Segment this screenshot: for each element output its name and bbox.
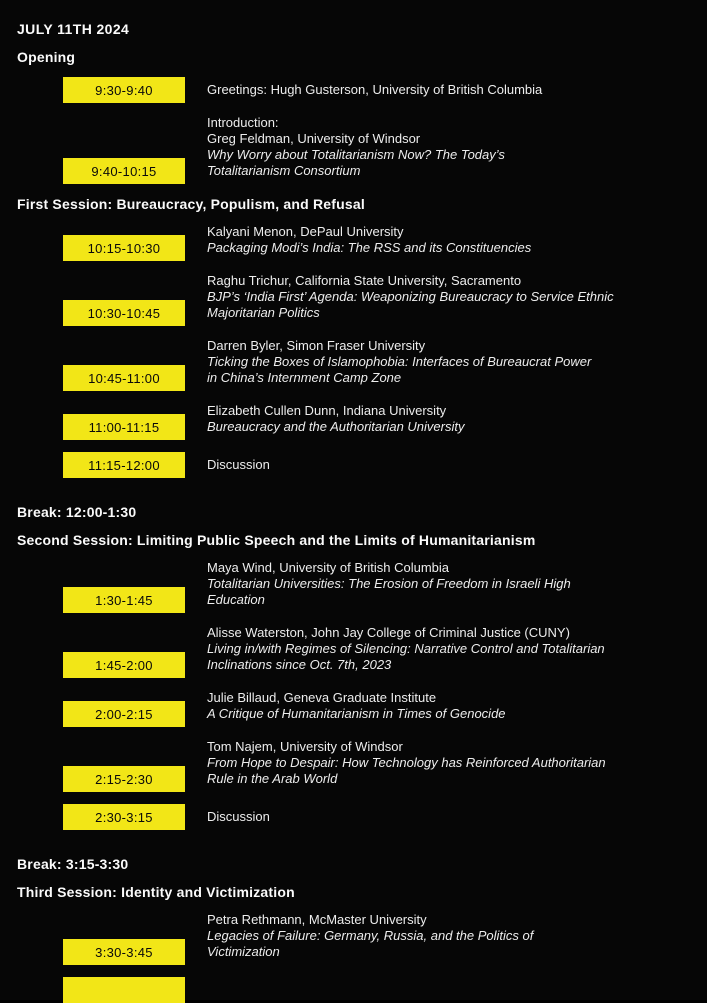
speaker-line: Greg Feldman, University of Windsor [207,131,421,146]
time-slot: 1:30-1:45 [63,587,185,613]
time-slot: 2:15-2:30 [63,766,185,792]
speaker-line: Elizabeth Cullen Dunn, Indiana University [207,403,447,418]
time-slot: 3:30-3:45 [63,939,185,965]
speaker-line: Raghu Trichur, California State University, Sacramento [207,273,522,288]
time-slot: 1:45-2:00 [63,652,185,678]
time-slot: 11:15-12:00 [63,452,185,478]
talk-title-line: BJP’s ‘India First’ Agenda: Weaponizing Bureaucracy to Service Ethnic [207,289,614,304]
speaker-line: Alisse Waterston, John Jay College of Criminal Justice (CUNY) [207,625,570,640]
speaker-line: Petra Rethmann, McMaster University [207,912,427,927]
schedule-row [63,273,690,326]
talk-title-line: Packaging Modi’s India: The RSS and its Constituencies [207,240,532,255]
talk-title-line: From Hope to Despair: How Technology has Reinforced Authoritarian [207,755,606,770]
session-description [207,338,591,391]
session-description [207,224,531,261]
section-heading-second-session: Second Session: Limiting Public Speech and the Limits of Humanitarianism [17,532,536,548]
talk-title-line: Education [207,592,265,607]
schedule-row [63,912,690,965]
time-slot: 9:40-10:15 [63,158,185,184]
description-line: Discussion [207,457,270,472]
schedule-row [63,739,690,792]
session-description [207,115,505,184]
time-slot: 11:00-11:15 [63,414,185,440]
schedule-row [63,403,690,440]
section-heading-break-afternoon: Break: 3:15-3:30 [17,856,129,872]
talk-title-line: Rule in the Arab World [207,771,338,786]
session-description [207,82,542,103]
session-description [207,809,270,830]
session-description [207,457,270,478]
session-description [207,690,506,727]
section-heading-third-session: Third Session: Identity and Victimization [17,884,295,900]
time-slot: 2:00-2:15 [63,701,185,727]
schedule-row-partial [63,977,690,1003]
section-heading-break-noon: Break: 12:00-1:30 [17,504,137,520]
session-description [207,273,614,326]
speaker-line: Julie Billaud, Geneva Graduate Institute [207,690,437,705]
session-description [207,560,571,613]
time-slot: 2:30-3:15 [63,804,185,830]
schedule-row [63,560,690,613]
session-description [207,912,533,965]
talk-title-line: Legacies of Failure: Germany, Russia, and the Politics of [207,928,534,943]
section-heading-first-session: First Session: Bureaucracy, Populism, and Refusal [17,196,365,212]
speaker-line: Tom Najem, University of Windsor [207,739,403,754]
time-slot-partial [63,977,185,1003]
schedule-row [63,452,690,478]
talk-title-line: Bureaucracy and the Authoritarian University [207,419,465,434]
time-slot: 10:30-10:45 [63,300,185,326]
time-slot: 10:45-11:00 [63,365,185,391]
session-description [207,625,605,678]
time-slot: 10:15-10:30 [63,235,185,261]
date-heading: JULY 11TH 2024 [17,21,130,37]
talk-title-line: Totalitarianism Consortium [207,163,361,178]
talk-title-line: Inclinations since Oct. 7th, 2023 [207,657,392,672]
schedule-row [63,224,690,261]
schedule-row [63,804,690,830]
description-line: Discussion [207,809,270,824]
talk-title-line: in China’s Internment Camp Zone [207,370,402,385]
talk-title-line: Ticking the Boxes of Islamophobia: Interfaces of Bureaucrat Power [207,354,592,369]
talk-title-line: Victimization [207,944,280,959]
schedule-row [63,115,690,184]
schedule-row [63,625,690,678]
speaker-line: Darren Byler, Simon Fraser University [207,338,426,353]
speaker-line: Kalyani Menon, DePaul University [207,224,404,239]
talk-title-line: Living in/with Regimes of Silencing: Narrative Control and Totalitarian [207,641,605,656]
description-line: Greetings: Hugh Gusterson, University of British Columbia [207,82,543,97]
talk-title-line: Totalitarian Universities: The Erosion of Freedom in Israeli High [207,576,571,591]
schedule-row [63,690,690,727]
talk-title-line: A Critique of Humanitarianism in Times of Genocide [207,706,506,721]
description-line: Introduction: [207,115,279,130]
speaker-line: Maya Wind, University of British Columbia [207,560,450,575]
schedule-row [63,77,690,103]
session-description [207,403,464,440]
session-description [207,739,606,792]
time-slot: 9:30-9:40 [63,77,185,103]
section-heading-opening: Opening [17,49,76,65]
talk-title-line: Why Worry about Totalitarianism Now? The Today’s [207,147,505,162]
schedule-row [63,338,690,391]
talk-title-line: Majoritarian Politics [207,305,320,320]
